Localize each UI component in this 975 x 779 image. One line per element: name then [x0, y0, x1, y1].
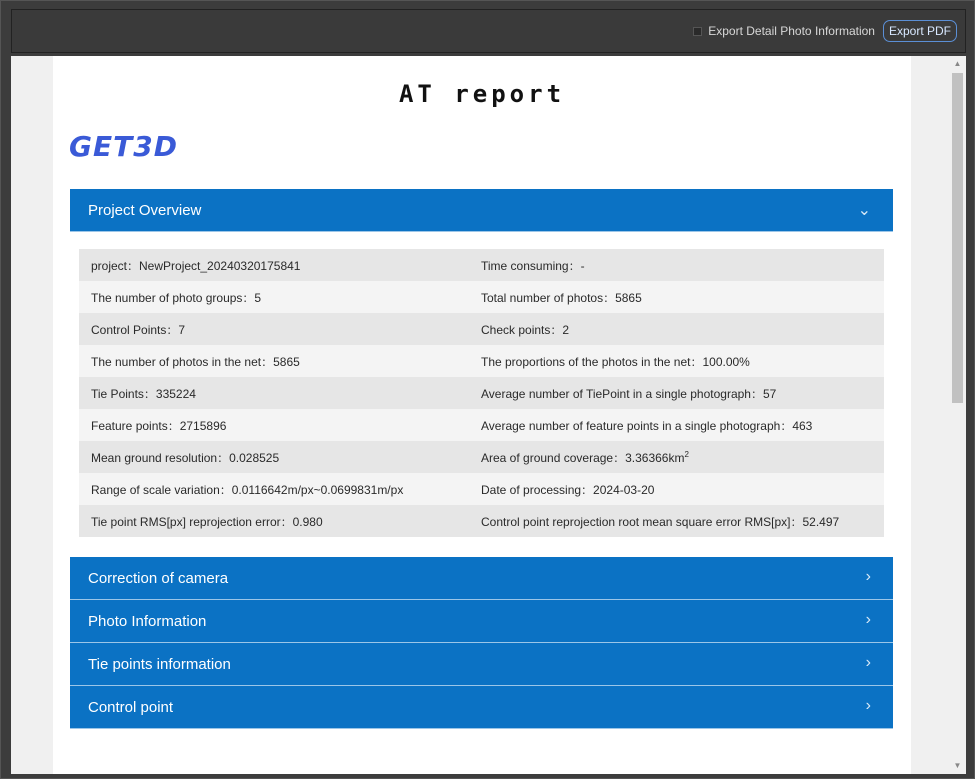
- chevron-right-icon: ›: [865, 568, 871, 585]
- export-pdf-button[interactable]: Export PDF: [883, 20, 957, 42]
- section-title: Project Overview: [88, 201, 202, 219]
- chevron-down-icon: ⌄: [857, 202, 871, 219]
- ground-coverage-exponent: 2: [684, 449, 689, 459]
- ground-coverage-value: Area of ground coverage：3.36366km: [481, 450, 685, 465]
- section-title: Photo Information: [88, 612, 207, 630]
- cell-time-consuming: Time consuming：-: [481, 258, 585, 273]
- table-row: [79, 313, 884, 345]
- toolbar: [11, 9, 966, 53]
- cell-control-points: Control Points：7: [91, 322, 186, 337]
- get3d-logo: GET3D: [69, 130, 178, 163]
- table-row: [79, 249, 884, 281]
- table-row: [79, 409, 884, 441]
- report-title: AT report: [398, 80, 566, 108]
- cell-ground-resolution: Mean ground resolution：0.028525: [91, 450, 280, 465]
- scroll-up-arrow-icon[interactable]: ▲: [953, 59, 962, 68]
- section-title: Correction of camera: [88, 569, 229, 587]
- export-detail-checkbox[interactable]: [693, 27, 702, 36]
- cell-tie-points: Tie Points：335224: [91, 386, 196, 401]
- section-correction-of-camera[interactable]: [70, 557, 893, 600]
- cell-photo-proportion: The proportions of the photos in the net：100.00%: [481, 354, 750, 369]
- vertical-scrollbar[interactable]: [949, 56, 966, 774]
- scroll-thumb[interactable]: [952, 73, 963, 403]
- table-row: [79, 441, 884, 473]
- cell-avg-feature-points: Average number of feature points in a single photograph：463: [481, 418, 813, 433]
- cell-ground-coverage: [481, 449, 884, 466]
- cell-avg-tiepoints: Average number of TiePoint in a single photograph：57: [481, 386, 777, 401]
- export-detail-toggle[interactable]: [693, 24, 875, 38]
- table-row: [79, 377, 884, 409]
- table-row: [79, 345, 884, 377]
- table-row: [79, 473, 884, 505]
- table-row: [79, 281, 884, 313]
- cell-photo-groups: The number of photo groups：5: [91, 290, 262, 305]
- section-title: Tie points information: [88, 655, 231, 673]
- cell-control-point-rms: Control point reprojection root mean square error RMS[px]：52.497: [481, 514, 840, 529]
- chevron-right-icon: ›: [865, 697, 871, 714]
- section-control-point[interactable]: [70, 686, 893, 729]
- report-viewport[interactable]: [11, 56, 966, 774]
- section-tie-points-information[interactable]: [70, 643, 893, 686]
- chevron-right-icon: ›: [865, 654, 871, 671]
- export-detail-label: Export Detail Photo Information: [708, 24, 875, 38]
- cell-processing-date: Date of processing：2024-03-20: [481, 482, 655, 497]
- section-project-overview[interactable]: [70, 189, 893, 232]
- cell-feature-points: Feature points：2715896: [91, 418, 227, 433]
- cell-total-photos: Total number of photos：5865: [481, 290, 642, 305]
- cell-scale-variation: Range of scale variation：0.0116642m/px~0.0699831m/px: [91, 482, 404, 497]
- section-photo-information[interactable]: [70, 600, 893, 643]
- table-row: [79, 505, 884, 537]
- project-overview-table: [79, 249, 884, 537]
- cell-check-points: Check points：2: [481, 322, 570, 337]
- cell-photos-in-net: The number of photos in the net：5865: [91, 354, 300, 369]
- cell-tie-point-rms: Tie point RMS[px] reprojection error：0.980: [91, 514, 323, 529]
- scroll-down-arrow-icon[interactable]: ▼: [953, 761, 962, 770]
- section-title: Control point: [88, 698, 174, 716]
- report-page: [53, 56, 911, 774]
- cell-project: project：NewProject_20240320175841: [91, 258, 301, 273]
- chevron-right-icon: ›: [865, 611, 871, 628]
